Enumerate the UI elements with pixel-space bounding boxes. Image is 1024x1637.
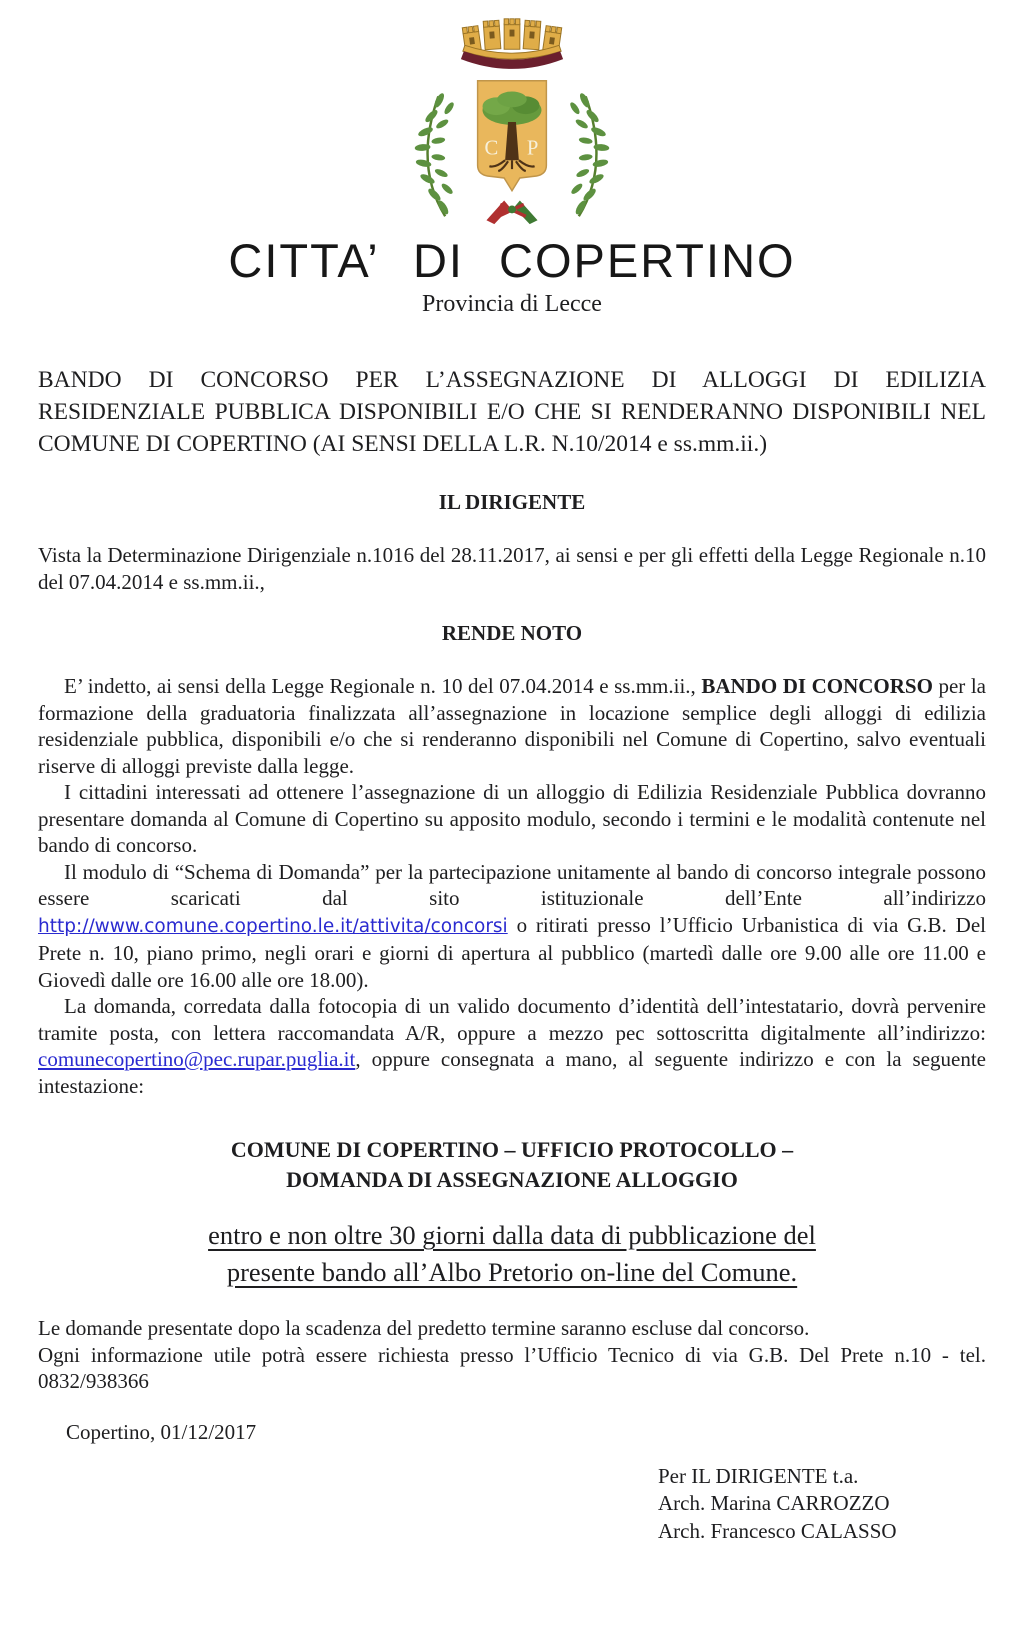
concorsi-url-link[interactable]: http://www.comune.copertino.le.it/attivita/concorsi [38,915,508,937]
domanda-text-post: , oppure consegnata a mano, al seguente indirizzo e con la seguente intestazione: [38,1047,986,1098]
paragraph-cittadini: I cittadini interessati ad ottenere l’assegnazione di un alloggio di Edilizia Residenziale Pubblica dovranno presentare domanda al Comune di Copertino su apposito modulo, secondo i termini e le modalità contenute nel bando di concorso. [38,780,986,857]
olive-branch-left-icon [414,92,455,216]
ribbon-icon [486,201,537,225]
address-heading-line1: COMUNE DI COPERTINO – UFFICIO PROTOCOLLO – [230,1137,794,1162]
place-and-date: Copertino, 01/12/2017 [66,1419,257,1444]
indetto-text-pre: E’ indetto, ai sensi della Legge Regionale n. 10 del 07.04.2014 e ss.mm.ii., [64,674,702,698]
heading-il-dirigente: IL DIRIGENTE [438,490,586,514]
paragraph-modulo [38,859,986,994]
signature-role: Per IL DIRIGENTE t.a. [658,1463,859,1488]
bando-di-concorso-bold: BANDO DI CONCORSO [701,674,933,698]
signature-block [658,1463,986,1546]
heading-rende-noto: RENDE NOTO [441,621,583,645]
paragraph-info: Ogni informazione utile potrà essere richiesta presso l’Ufficio Tecnico di via G.B. Del Prete n.10 - tel. 0832/938366 [38,1342,986,1393]
deadline-notice [38,1217,986,1291]
deadline-line2: presente bando all’Albo Pretorio on-line del Comune. [226,1257,798,1287]
modulo-text-post: o ritirati presso l’Ufficio Urbanistica di via G.B. Del Prete n. 10, piano primo, negli orari e giorni di apertura al pubblico (martedì dalle ore 9.00 alle ore 11.00 e Giovedì dalle ore 16.00 alle ore 18.00). [38,912,986,992]
province-subtitle: Provincia di Lecce [422,291,602,317]
shield-letter-c: C [484,137,499,160]
address-heading-line2: DOMANDA DI ASSEGNAZIONE ALLOGGIO [286,1167,738,1192]
signature-name-1: Arch. Marina CARROZZO [658,1491,890,1515]
paragraph-domanda [38,993,986,1099]
paragraph-vista: Vista la Determinazione Dirigenziale n.1016 del 28.11.2017, ai sensi e per gli effetti della Legge Regionale n.10 del 07.04.2014 e ss.mm.ii., [38,543,986,594]
shield-icon [478,81,547,191]
deadline-line1: entro e non oltre 30 giorni dalla data di pubblicazione del [208,1220,816,1250]
document-title: BANDO DI CONCORSO PER L’ASSEGNAZIONE DI ALLOGGI DI EDILIZIA RESIDENZIALE PUBBLICA DISPONIBILI E/O CHE SI RENDERANNO DISPONIBILI NEL COMUNE DI COPERTINO (AI SENSI DELLA L.R. N.10/2014 e ss.mm.ii.) [38,367,986,457]
municipal-coat-of-arms [394,8,630,232]
paragraph-indetto [38,673,986,779]
domanda-text-pre: La domanda, corredata dalla fotocopia di un valido documento d’identità dell’intestatario, dovrà pervenire tramite posta, con lettera raccomandata A/R, oppure a mezzo pec sottoscritta digitalmente all’indirizzo: [38,994,986,1045]
signature-name-2: Arch. Francesco CALASSO [658,1518,897,1543]
modulo-text-pre: Il modulo di “Schema di Domanda” per la partecipazione unitamente al bando di concorso integrale possono essere scaricati dal sito istituzionale dell’Ente all’indirizzo [38,859,986,910]
shield-letter-p: P [526,137,539,160]
address-heading [38,1135,986,1195]
paragraph-escluse: Le domande presentate dopo la scadenza del predetto termine saranno escluse dal concorso. [38,1316,810,1340]
city-title: CITTA’ DI COPERTINO [228,234,796,287]
pec-email-link[interactable]: comunecopertino@pec.rupar.puglia.it [38,1047,356,1071]
indetto-text-post: per la formazione della graduatoria finalizzata all’assegnazione in locazione semplice degli alloggi di edilizia residenziale pubblica, disponibili e/o che si renderanno disponibili nel Comune di Copertino, salvo eventuali riserve di alloggi previste dalla legge. [38,674,986,778]
olive-branch-right-icon [569,92,610,216]
mural-crown-icon [461,19,563,69]
